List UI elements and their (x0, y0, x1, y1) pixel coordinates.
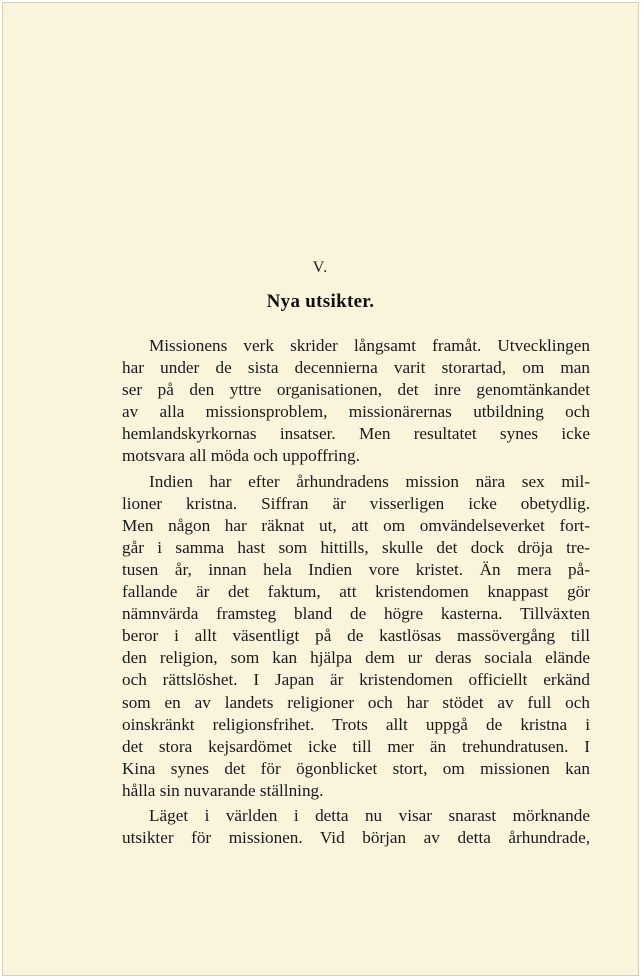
text-line: och rättslöshet. I Japan är kristendomen officiellt erkänd (122, 670, 590, 690)
text-line: Missionens verk skrider långsamt framåt. Utvecklingen (149, 336, 590, 355)
body-text (122, 335, 590, 852)
text-line: som en av landets religioner och har stödet av full och (122, 692, 590, 712)
text-line: nämnvärda framsteg bland de högre kasterna. Tillväxten (122, 604, 590, 624)
text-line: lioner kristna. Siffran är visserligen icke obetydlig. (122, 493, 590, 513)
text-line: ser på den yttre organisationen, det inre genomtänkandet (122, 380, 590, 400)
text-line: oinskränkt religionsfrihet. Trots allt uppgå de kristna i (122, 714, 590, 734)
text-line: det stora kejsardömet icke till mer än trehundratusen. I (122, 736, 590, 756)
text-line: hålla sin nuvarande ställning. (122, 780, 324, 800)
text-line: går i samma hast som hittills, skulle det dock dröja tre- (122, 537, 590, 557)
page-sheet (2, 2, 639, 976)
chapter-title: Nya utsikter. (266, 291, 375, 312)
text-line: Kina synes det för ögonblicket stort, om missionen kan (122, 758, 590, 778)
paragraph-1 (122, 335, 590, 468)
text-line: har under de sista decennierna varit storartad, om man (122, 358, 590, 378)
text-line: utsikter för missionen. Vid början av detta århundrade, (122, 828, 590, 848)
text-line: hemlandskyrkornas insatser. Men resultatet synes icke (122, 424, 590, 444)
text-line: tusen år, innan hela Indien vore kristet. Än mera på- (122, 559, 590, 579)
text-line: fallande är det faktum, att kristendomen knappast gör (122, 582, 590, 602)
text-line: beror i allt väsentligt på de kastlösas massövergång till (122, 626, 590, 646)
paragraph-3 (122, 805, 590, 849)
text-line: den religion, som kan hjälpa dem ur deras sociala elände (122, 648, 590, 668)
text-line: av alla missionsproblem, missionärernas utbildning och (122, 402, 590, 422)
text-line: motsvara all möda och uppoffring. (122, 446, 360, 466)
text-line: Indien har efter århundradens mission nära sex mil- (149, 471, 590, 491)
text-line: Men någon har räknat ut, att om omvändelseverket fort- (122, 515, 590, 535)
chapter-number: V. (312, 259, 329, 276)
text-line: Läget i världen i detta nu visar snarast mörknande (149, 805, 590, 825)
paragraph-2 (122, 471, 590, 802)
